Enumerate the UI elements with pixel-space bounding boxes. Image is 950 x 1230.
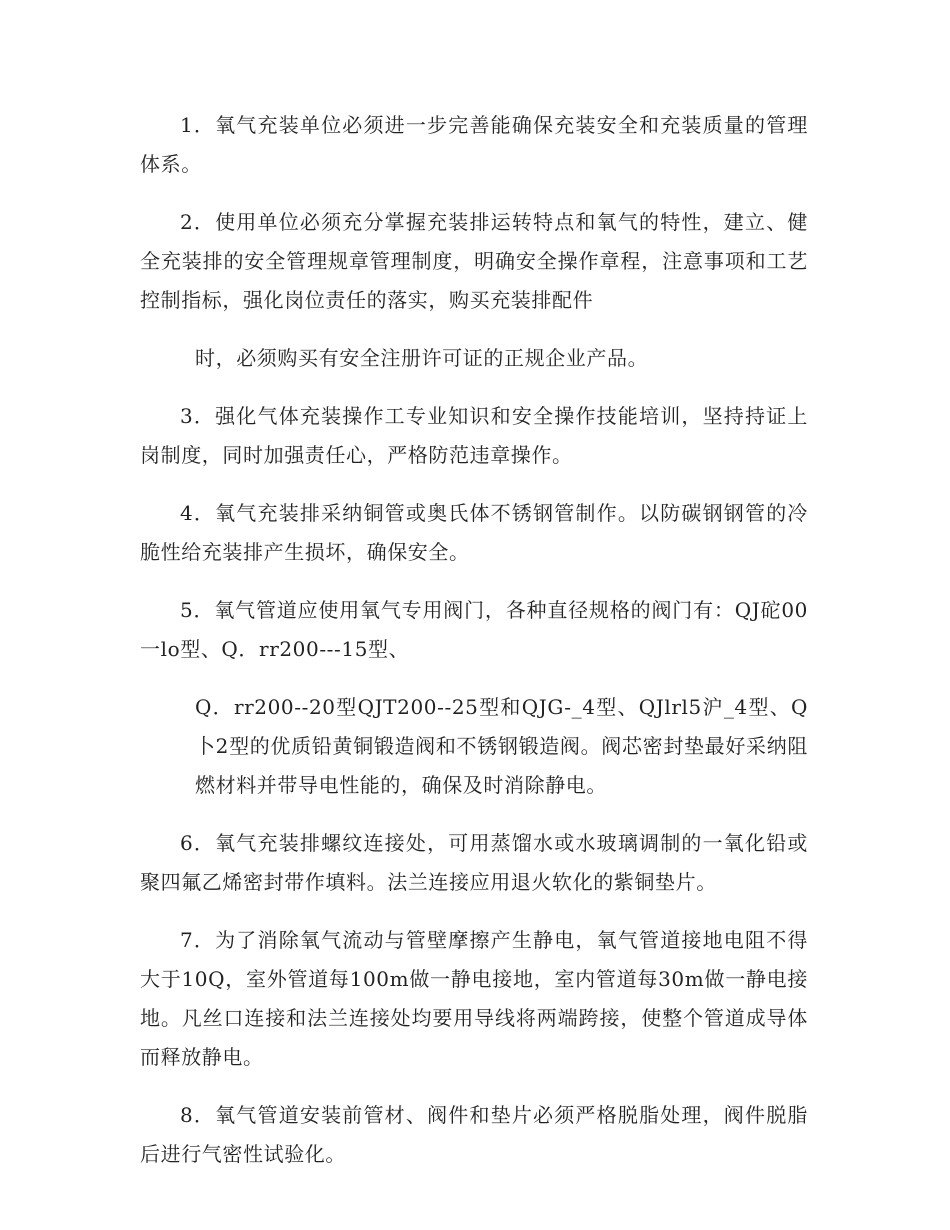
paragraph-7: 7．为了消除氧气流动与管壁摩擦产生静电，氧气管道接地电阻不得大于10Q，室外管道每100m做一静电接地，室内管道每30m做一静电接地。凡丝口连接和法兰连接处均要用导线将两端跨接，使整个管道成导体而释放静电。 <box>140 928 808 1069</box>
paragraph-6: 6．氧气充装排螺纹连接处，可用蒸馏水或水玻璃调制的一氧化铅或聚四氟乙烯密封带作填料。法兰连接应用退火软化的紫铜垫片。 <box>140 831 808 894</box>
paragraph-1: 1．氧气充装单位必须进一步完善能确保充装安全和充装质量的管理体系。 <box>140 113 808 176</box>
document-body <box>140 106 808 1193</box>
paragraph-5-continuation: Q．rr200--20型QJT200--25型和QJG-_4型、QJlrl5沪_4型、Q卜2型的优质铅黄铜锻造阀和不锈钢锻造阀。阀芯密封垫最好采纳阻燃材料并带导电性能的，确保及时消除静电。 <box>195 695 808 797</box>
paragraph-8: 8．氧气管道安装前管材、阀件和垫片必须严格脱脂处理，阀件脱脂后进行气密性试验化。 <box>140 1103 808 1166</box>
paragraph-3: 3．强化气体充装操作工专业知识和安全操作技能培训，坚持持证上岗制度，同时加强责任心，严格防范违章操作。 <box>140 404 808 467</box>
paragraph-2: 2．使用单位必须充分掌握充装排运转特点和氧气的特性，建立、健全充装排的安全管理规章管理制度，明确安全操作章程，注意事项和工艺控制指标，强化岗位责任的落实，购买充装排配件 <box>140 210 808 312</box>
paragraph-5: 5．氧气管道应使用氧气专用阀门，各种直径规格的阀门有：QJ砣00一lo型、Q．rr200---15型、 <box>140 598 808 661</box>
paragraph-2-continuation: 时，必须购买有安全注册许可证的正规企业产品。 <box>195 346 649 370</box>
paragraph-4: 4．氧气充装排采纳铜管或奥氏体不锈钢管制作。以防碳钢钢管的冷脆性给充装排产生损坏，确保安全。 <box>140 501 808 564</box>
